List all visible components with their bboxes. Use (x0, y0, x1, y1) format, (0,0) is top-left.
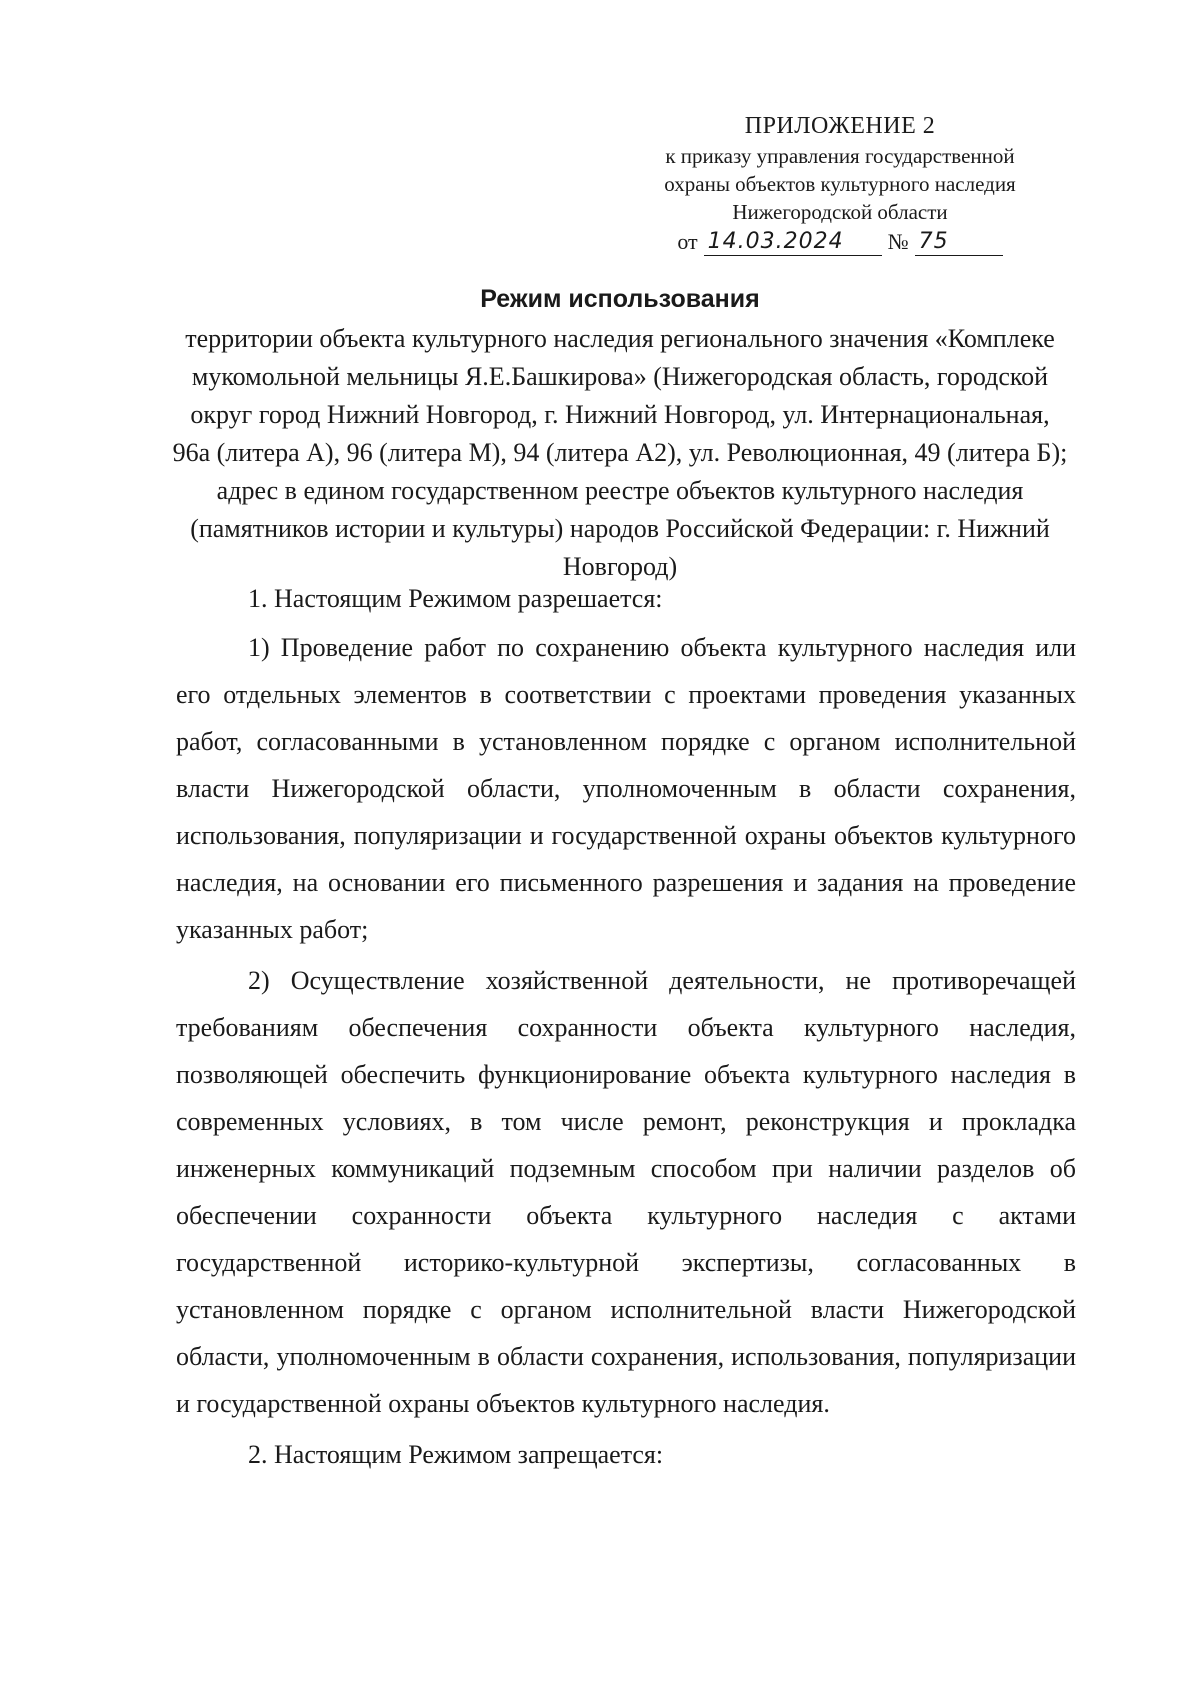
heading-subtitle: территории объекта культурного наследия регионального значения «Комплеке мукомольной мельницы Я.Е.Башкирова» (Нижегородская область, городской округ город Нижний Новгород, г. Нижний Новгород, ул. Интернациональная, 96а (литера А), 96 (литера М), 94 (литера А2), ул. Революционная, 49 (литера Б); адрес в едином государственном реестре объектов культурного наследия (памятников истории и культуры) народов Российской Федерации: г. Нижний Новгород) (172, 324, 1068, 581)
paragraph-item-1: 1) Проведение работ по сохранению объекта культурного наследия или его отдельных элементов в соответствии с проектами проведения указанных работ, согласованными в установленном порядке с органом исполнительной власти Нижегородской области, уполномоченным в области сохранения, использования, популяризации и государственной охраны объектов культурного наследия, на основании его письменного разрешения и задания на проведение указанных работ; (176, 633, 1076, 944)
document-body (176, 575, 1076, 1480)
date-prefix: от (677, 229, 698, 254)
handwritten-number: 75 (915, 229, 1003, 256)
appendix-title: ПРИЛОЖЕНИЕ 2 (744, 113, 936, 139)
appendix-block (620, 110, 1060, 256)
number-prefix: № (887, 229, 909, 254)
heading-title: Режим использования (480, 285, 760, 313)
order-date-line (620, 228, 1060, 256)
appendix-line-1: к приказу управления государственной (665, 144, 1015, 168)
appendix-line-3: Нижегородской области (732, 200, 948, 224)
handwritten-date: 14.03.2024 (704, 229, 882, 256)
paragraph-item-2: 2) Осуществление хозяйственной деятельности, не противоречащей требованиям обеспечения сохранности объекта культурного наследия, позволяющей обеспечить функционирование объекта культурного наследия в современных условиях, в том числе ремонт, реконструкция и прокладка инженерных коммуникаций подземным способом при наличии разделов об обеспечении сохранности объекта культурного наследия с актами государственной историко-культурной экспертизы, согласованных в установленном порядке с органом исполнительной власти Нижегородской области, уполномоченным в области сохранения, использования, популяризации и государственной охраны объектов культурного наследия. (176, 966, 1076, 1418)
section-1-heading: 1. Настоящим Режимом разрешается: (248, 584, 663, 613)
appendix-line-2: охраны объектов культурного наследия (664, 172, 1016, 196)
document-heading (170, 280, 1070, 586)
section-2-heading: 2. Настоящим Режимом запрещается: (248, 1440, 664, 1469)
